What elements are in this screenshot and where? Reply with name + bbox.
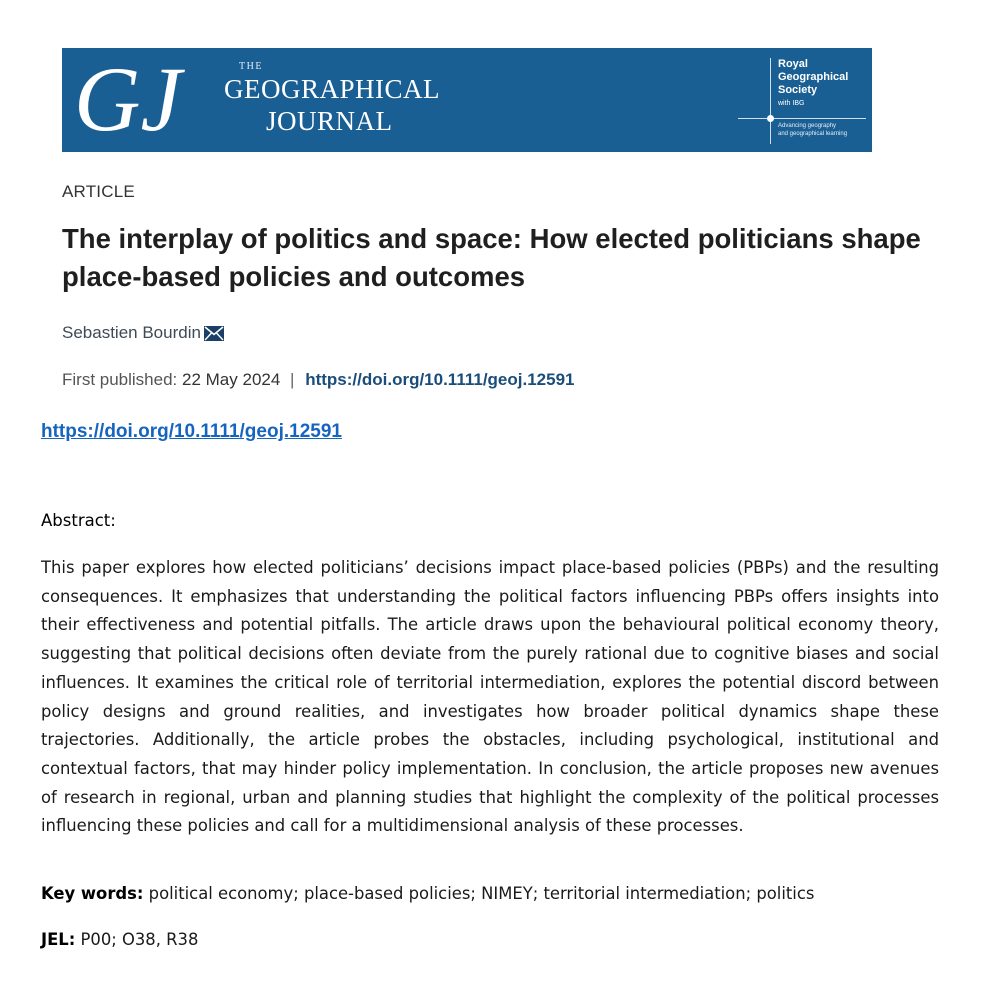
journal-monogram-logo bbox=[70, 44, 182, 164]
jel-line bbox=[41, 930, 198, 949]
keywords-line bbox=[41, 884, 814, 903]
society-name-line: Society bbox=[778, 84, 818, 96]
publication-info bbox=[62, 370, 574, 390]
society-name bbox=[778, 58, 870, 97]
society-logo-horizontal-rule bbox=[738, 118, 866, 119]
abstract-heading: Abstract: bbox=[41, 511, 116, 530]
journal-name-line2: JOURNAL bbox=[266, 106, 393, 136]
society-logo-vertical-rule bbox=[770, 58, 771, 144]
society-tagline bbox=[778, 122, 870, 138]
society-tagline-line: Advancing geography bbox=[778, 123, 837, 129]
journal-banner bbox=[62, 48, 872, 152]
article-doi-link[interactable]: https://doi.org/10.1111/geoj.12591 bbox=[305, 370, 575, 389]
abstract-body: This paper explores how elected politicians’ decisions impact place-based policies (PBPs) and the resulting consequences. It emphasizes that understanding the political factors influencing PBPs offers insights into their effectiveness and potential pitfalls. The article draws upon the behavioural political economy theory, suggesting that political decisions often deviate from the purely rational due to cognitive biases and social influences. It examines the critical role of territorial intermediation, explores the potential discord between policy designs and ground realities, and investigates how broader political dynamics shape these trajectories. Additionally, the article probes the obstacles, including psychological, institutional and contextual factors, that may hinder policy implementation. In conclusion, the article proposes new avenues of research in regional, urban and planning studies that highlight the complexity of the political processes influencing these policies and call for a multidimensional analysis of these processes. bbox=[41, 558, 939, 836]
society-tagline-line: and geographical learning bbox=[778, 131, 848, 137]
society-with-ibg: with IBG bbox=[778, 100, 805, 107]
keywords-value: political economy; place-based policies; NIMEY; territorial intermediation; politics bbox=[143, 884, 815, 903]
publication-separator: | bbox=[290, 370, 295, 389]
author-name[interactable]: Sebastien Bourdin bbox=[62, 323, 201, 342]
doi-hyperlink[interactable]: https://doi.org/10.1111/geoj.12591 bbox=[41, 421, 342, 442]
svg-text:GJ: GJ bbox=[74, 48, 182, 150]
author-line bbox=[62, 323, 224, 343]
keywords-label: Key words: bbox=[41, 884, 144, 903]
envelope-icon[interactable] bbox=[204, 326, 224, 341]
jel-label: JEL: bbox=[41, 930, 76, 949]
society-logo bbox=[770, 56, 868, 146]
society-name-line: Royal bbox=[778, 58, 808, 70]
society-name-line: Geographical bbox=[778, 71, 849, 83]
journal-name-the: THE bbox=[239, 61, 263, 72]
society-logo-dot bbox=[767, 115, 774, 122]
journal-name-line1: GEOGRAPHICAL bbox=[224, 74, 441, 104]
first-published-label: First published: bbox=[62, 370, 178, 389]
jel-value: P00; O38, R38 bbox=[75, 930, 199, 949]
article-type-label: ARTICLE bbox=[62, 182, 135, 201]
first-published-date: 22 May 2024 bbox=[182, 370, 281, 389]
article-title: The interplay of politics and space: How elected politicians shape place-based policies and outcomes bbox=[62, 223, 921, 292]
